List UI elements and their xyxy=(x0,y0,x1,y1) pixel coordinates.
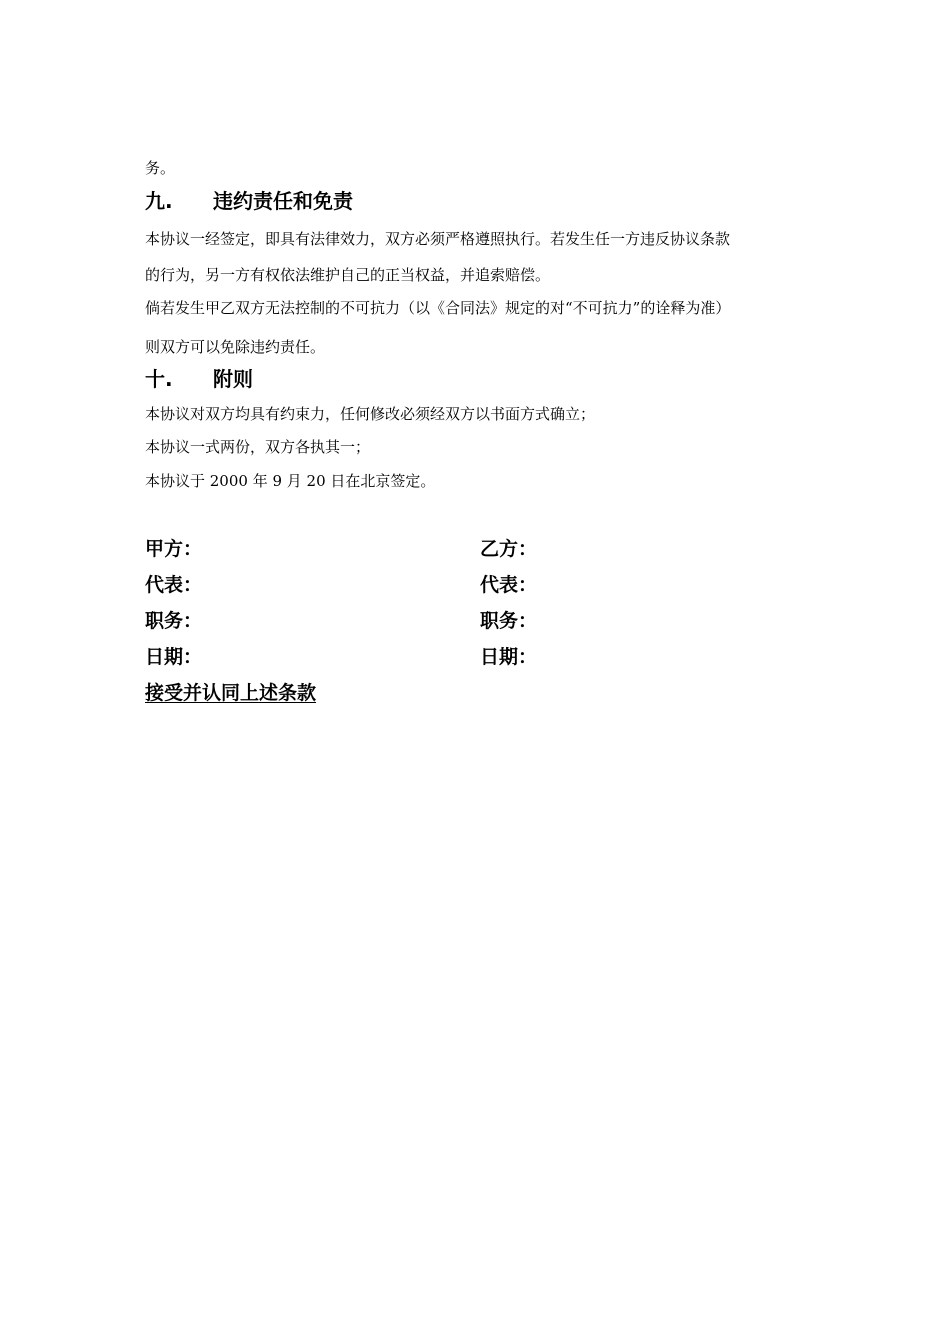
section-10-line-3: 本协议于 2000 年 9 月 20 日在北京签定。 xyxy=(145,472,436,490)
rep-b-label: 代表： xyxy=(480,574,538,596)
section-10-heading xyxy=(145,366,253,392)
rep-a-label: 代表： xyxy=(145,574,203,596)
section-9-line-4: 则双方可以免除违约责任。 xyxy=(145,338,326,356)
date-b-label: 日期： xyxy=(480,646,538,668)
acceptance-statement: 接受并认同上述条款 xyxy=(145,682,317,704)
date-a-label: 日期： xyxy=(145,646,203,668)
section-10-number: 十. xyxy=(145,367,173,391)
section-9-title: 违约责任和免责 xyxy=(213,189,353,213)
section-10-line-2: 本协议一式两份，双方各执其一； xyxy=(145,438,371,456)
party-a-label: 甲方： xyxy=(145,538,203,560)
section-9-number: 九. xyxy=(145,189,173,213)
section-10-title: 附则 xyxy=(213,367,253,391)
title-a-label: 职务： xyxy=(145,610,203,632)
section-9-line-1: 本协议一经签定，即具有法律效力，双方必须严格遵照执行。若发生任一方违反协议条款 xyxy=(145,230,731,248)
section-9-heading xyxy=(145,188,353,214)
section-10-line-1: 本协议对双方均具有约束力，任何修改必须经双方以书面方式确立； xyxy=(145,405,596,423)
section-9-line-2: 的行为，另一方有权依法维护自己的正当权益，并追索赔偿。 xyxy=(145,266,551,284)
party-b-label: 乙方： xyxy=(480,538,538,560)
continuation-text: 务。 xyxy=(145,159,176,177)
section-9-line-3: 倘若发生甲乙双方无法控制的不可抗力（以《合同法》规定的对“不可抗力”的诠释为准） xyxy=(145,299,731,317)
title-b-label: 职务： xyxy=(480,610,538,632)
